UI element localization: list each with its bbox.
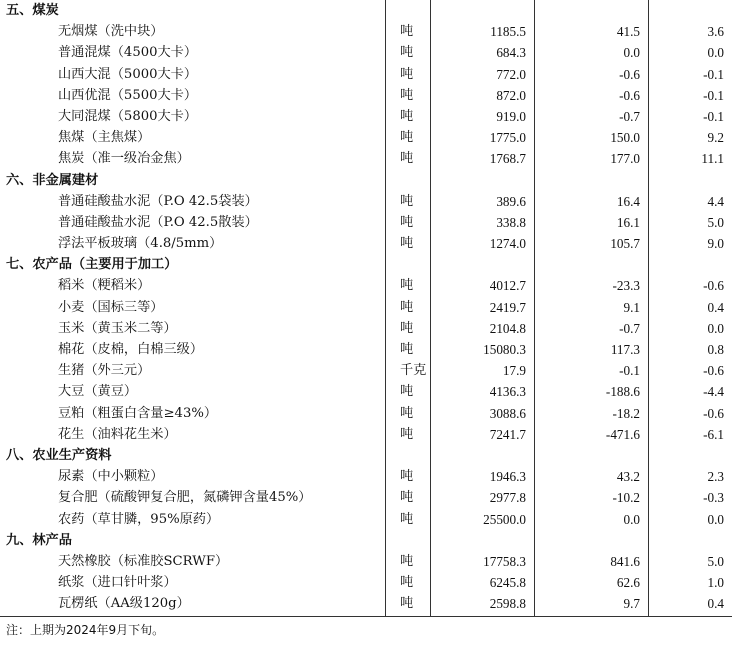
table-row (0, 85, 740, 106)
price-cell: 17758.3 (483, 553, 526, 569)
change-amount-cell: -23.3 (612, 278, 640, 294)
product-name: 无烟煤（洗中块） (58, 24, 164, 40)
product-name: 焦煤（主焦煤） (58, 130, 151, 146)
change-percent-cell: -0.6 (703, 405, 724, 421)
product-name: 天然橡胶（标准胶SCRWF） (58, 553, 229, 569)
table-row (0, 21, 740, 42)
product-name: 稻米（粳稻米） (58, 278, 151, 294)
price-cell: 684.3 (496, 45, 526, 61)
unit-cell: 吨 (400, 45, 414, 61)
unit-cell: 吨 (400, 66, 414, 82)
unit-cell: 吨 (400, 108, 414, 124)
change-amount-cell: 43.2 (616, 469, 640, 485)
product-name: 纸浆（进口针叶浆） (58, 575, 177, 591)
unit-cell: 吨 (400, 24, 414, 40)
section-title: 九、林产品 (6, 532, 72, 548)
change-percent-cell: -0.6 (703, 278, 724, 294)
unit-cell: 吨 (400, 426, 414, 442)
column-divider (430, 0, 431, 616)
table-row (0, 487, 740, 508)
change-amount-cell: 16.1 (616, 214, 640, 230)
table-row (0, 191, 740, 212)
change-percent-cell: 0.4 (707, 596, 724, 612)
product-name: 玉米（黄玉米二等） (58, 320, 177, 336)
price-cell: 2104.8 (489, 320, 526, 336)
product-name: 焦炭（准一级冶金焦） (58, 151, 190, 167)
change-percent-cell: 0.4 (707, 299, 724, 315)
unit-cell: 千克 (400, 363, 427, 379)
change-percent-cell: 0.0 (707, 511, 724, 527)
product-name: 普通混煤（4500大卡） (58, 45, 198, 61)
change-amount-cell: 0.0 (623, 45, 640, 61)
table-row (0, 339, 740, 360)
table-row (0, 148, 740, 169)
change-percent-cell: -4.4 (703, 384, 724, 400)
change-amount-cell: 0.0 (623, 511, 640, 527)
table-row (0, 318, 740, 339)
section-title: 五、煤炭 (6, 3, 59, 18)
table-note: 注：上期为2024年9月下旬。 (6, 622, 165, 637)
table-row (0, 466, 740, 487)
unit-cell: 吨 (400, 553, 414, 569)
table-row (0, 381, 740, 402)
unit-cell: 吨 (400, 320, 414, 336)
change-percent-cell: 5.0 (707, 553, 724, 569)
price-cell: 15080.3 (483, 342, 526, 357)
price-cell: 17.9 (502, 363, 526, 379)
price-cell: 872.0 (496, 87, 526, 103)
product-name: 大同混煤（5800大卡） (58, 108, 198, 124)
change-amount-cell: -18.2 (612, 405, 640, 421)
table-row (0, 572, 740, 593)
product-name: 豆粕（粗蛋白含量≥43%） (58, 405, 218, 421)
change-amount-cell: 9.7 (623, 596, 640, 612)
product-name: 瓦楞纸（AA级120g） (58, 596, 190, 612)
price-cell: 2598.8 (489, 596, 526, 612)
price-cell: 3088.6 (489, 405, 526, 421)
unit-cell: 吨 (400, 384, 414, 400)
table-row (0, 593, 740, 614)
change-amount-cell: 841.6 (610, 553, 640, 569)
product-name: 普通硅酸盐水泥（P.O 42.5散装） (58, 214, 258, 230)
table-row (0, 403, 740, 424)
unit-cell: 吨 (400, 469, 414, 485)
price-cell: 1185.5 (490, 24, 526, 40)
change-amount-cell: -0.1 (619, 363, 640, 379)
unit-cell: 吨 (400, 575, 414, 591)
table-row (0, 127, 740, 148)
table-row (0, 297, 740, 318)
change-amount-cell: -0.6 (619, 87, 640, 103)
price-cell: 1768.7 (489, 151, 526, 167)
change-percent-cell: -6.1 (703, 426, 724, 442)
change-percent-cell: 9.2 (707, 130, 724, 146)
unit-cell: 吨 (400, 236, 414, 252)
unit-cell: 吨 (400, 214, 414, 230)
change-amount-cell: -0.7 (619, 108, 640, 124)
table-bottom-border (0, 616, 732, 617)
change-amount-cell: -10.2 (612, 490, 640, 506)
change-amount-cell: 117.3 (610, 342, 640, 357)
change-percent-cell: 1.0 (707, 575, 724, 591)
unit-cell: 吨 (400, 405, 414, 421)
product-name: 大豆（黄豆） (58, 384, 138, 400)
table-row (0, 424, 740, 445)
table-row (0, 233, 740, 254)
change-percent-cell: 0.0 (707, 320, 724, 336)
change-percent-cell: -0.1 (703, 66, 724, 82)
price-cell: 6245.8 (489, 575, 526, 591)
change-percent-cell: 2.3 (707, 469, 724, 485)
price-cell: 1946.3 (489, 469, 526, 485)
product-name: 山西优混（5500大卡） (58, 87, 198, 103)
change-amount-cell: 105.7 (610, 236, 640, 252)
column-divider (648, 0, 649, 616)
unit-cell: 吨 (400, 490, 414, 506)
change-percent-cell: 4.4 (707, 193, 724, 209)
table-row (0, 275, 740, 296)
table-row (0, 360, 740, 381)
price-cell: 7241.7 (489, 426, 526, 442)
change-amount-cell: -188.6 (605, 384, 640, 400)
unit-cell: 吨 (400, 511, 414, 527)
change-amount-cell: -0.7 (619, 320, 640, 336)
product-name: 生猪（外三元） (58, 363, 151, 379)
price-cell: 2977.8 (489, 490, 526, 506)
section-header-row (0, 445, 740, 466)
price-cell: 2419.7 (489, 299, 526, 315)
unit-cell: 吨 (400, 87, 414, 103)
change-percent-cell: 0.0 (707, 45, 724, 61)
change-amount-cell: 150.0 (610, 130, 640, 146)
product-name: 尿素（中小颗粒） (58, 469, 164, 485)
product-name: 花生（油料花生米） (58, 426, 177, 442)
unit-cell: 吨 (400, 151, 414, 167)
price-cell: 1775.0 (489, 130, 526, 146)
table-row (0, 551, 740, 572)
product-name: 山西大混（5000大卡） (58, 66, 198, 82)
product-name: 小麦（国标三等） (58, 299, 164, 315)
column-divider (534, 0, 535, 616)
table-row (0, 509, 740, 530)
unit-cell: 吨 (400, 596, 414, 612)
section-header-row (0, 254, 740, 275)
change-amount-cell: 16.4 (616, 193, 640, 209)
price-cell: 338.8 (496, 214, 526, 230)
change-amount-cell: -471.6 (605, 426, 640, 442)
product-name: 农药（草甘膦，95%原药） (58, 511, 220, 527)
change-amount-cell: 62.6 (616, 575, 640, 591)
change-percent-cell: -0.3 (703, 490, 724, 506)
price-cell: 4136.3 (489, 384, 526, 400)
unit-cell: 吨 (400, 278, 414, 294)
change-amount-cell: 41.5 (616, 24, 640, 40)
table-row (0, 212, 740, 233)
product-name: 浮法平板玻璃（4.8/5mm） (58, 236, 223, 252)
change-amount-cell: 177.0 (610, 151, 640, 167)
section-title: 七、农产品（主要用于加工） (6, 257, 178, 273)
product-name: 普通硅酸盐水泥（P.O 42.5袋装） (58, 193, 258, 209)
change-percent-cell: -0.1 (703, 87, 724, 103)
table-row (0, 64, 740, 85)
section-title: 八、农业生产资料 (6, 447, 112, 463)
change-percent-cell: 3.6 (707, 24, 724, 40)
change-amount-cell: 9.1 (623, 299, 640, 315)
unit-cell: 吨 (400, 193, 414, 209)
price-cell: 1274.0 (489, 236, 526, 252)
unit-cell: 吨 (400, 299, 414, 315)
price-cell: 389.6 (496, 193, 526, 209)
change-percent-cell: 11.1 (701, 151, 724, 167)
change-percent-cell: -0.6 (703, 363, 724, 379)
table-row (0, 106, 740, 127)
section-title: 六、非金属建材 (6, 172, 99, 188)
change-percent-cell: 9.0 (707, 236, 724, 252)
price-cell: 919.0 (496, 108, 526, 124)
section-header-row (0, 0, 740, 21)
price-cell: 772.0 (496, 66, 526, 82)
change-percent-cell: 5.0 (707, 214, 724, 230)
price-cell: 4012.7 (489, 278, 526, 294)
unit-cell: 吨 (400, 342, 414, 357)
price-cell: 25500.0 (483, 511, 526, 527)
unit-cell: 吨 (400, 130, 414, 146)
product-name: 棉花（皮棉，白棉三级） (58, 342, 204, 357)
section-header-row (0, 530, 740, 551)
column-divider (385, 0, 386, 616)
product-name: 复合肥（硫酸钾复合肥，氮磷钾含量45%） (58, 490, 312, 506)
change-amount-cell: -0.6 (619, 66, 640, 82)
section-header-row (0, 170, 740, 191)
table-row (0, 42, 740, 63)
change-percent-cell: -0.1 (703, 108, 724, 124)
change-percent-cell: 0.8 (707, 342, 724, 357)
